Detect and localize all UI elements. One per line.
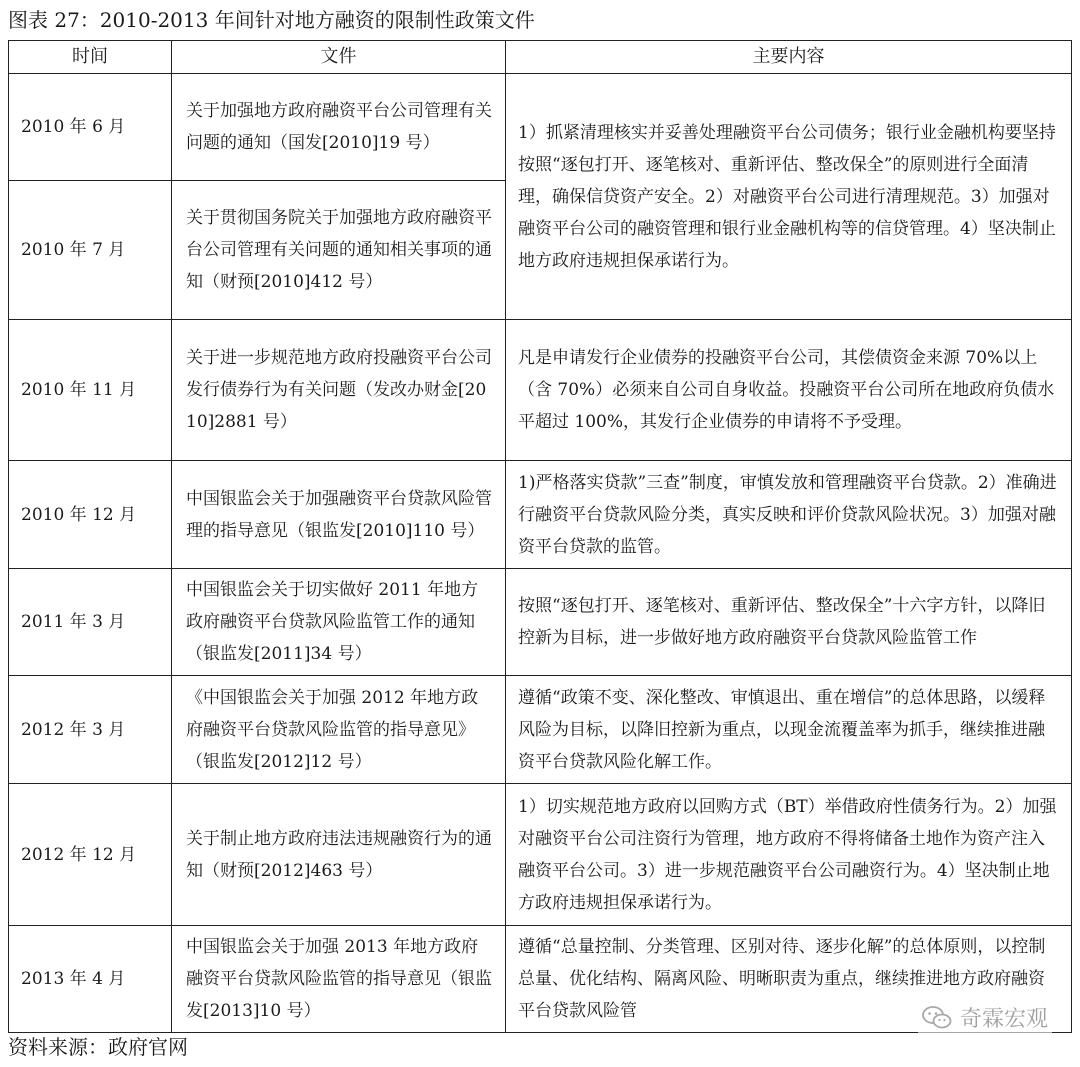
watermark <box>918 1002 1052 1033</box>
table-row <box>9 926 1072 1033</box>
table-header-row <box>9 41 1072 74</box>
row-content-merged: 1）抓紧清理核实并妥善处理融资平台公司债务；银行业金融机构要坚持按照“逐包打开、逐笔核对、重新评估、整改保全”的原则进行全面清理，确保信贷资产安全。2）对融资平台公司进行清理规范。3）加强对融资平台公司的融资管理和银行业金融机构等的信贷管理。4）坚决制止地方政府违规担保承诺行为。 <box>506 74 1072 320</box>
row-content: 遵循“总量控制、分类管理、区别对待、逐步化解”的总体原则，以控制总量、优化结构、隔离风险、明晰职责为重点，继续推进地方政府融资平台贷款风险管 <box>506 926 1072 1033</box>
row-document: 中国银监会关于加强 2013 年地方政府融资平台贷款风险监管的指导意见（银监发[2013]10 号） <box>172 926 506 1033</box>
figure-title: 图表 27：2010-2013 年间针对地方融资的限制性政策文件 <box>8 8 535 32</box>
row-time: 2011 年 3 月 <box>9 569 172 676</box>
row-time: 2010 年 12 月 <box>9 461 172 569</box>
row-document: 关于进一步规范地方政府投融资平台公司发行债券行为有关问题（发改办财金[2010]2881 号） <box>172 320 506 461</box>
column-header-content: 主要内容 <box>506 41 1072 74</box>
row-time: 2012 年 3 月 <box>9 676 172 784</box>
wechat-icon <box>922 1005 952 1031</box>
row-document: 关于制止地方政府违法违规融资行为的通知（财预[2012]463 号） <box>172 784 506 926</box>
column-header-time: 时间 <box>9 41 172 74</box>
row-document: 中国银监会关于切实做好 2011 年地方政府融资平台贷款风险监管工作的通知（银监发[2011]34 号） <box>172 569 506 676</box>
row-document: 中国银监会关于加强融资平台贷款风险管理的指导意见（银监发[2010]110 号） <box>172 461 506 569</box>
source-note: 资料来源：政府官网 <box>8 1035 188 1059</box>
row-content: 1）切实规范地方政府以回购方式（BT）举借政府性债务行为。2）加强对融资平台公司注资行为管理，地方政府不得将储备土地作为资产注入融资平台公司。3）进一步规范融资平台公司融资行为。4）坚决制止地方政府违规担保承诺行为。 <box>506 784 1072 926</box>
table-row <box>9 676 1072 784</box>
row-time: 2013 年 4 月 <box>9 926 172 1033</box>
row-time: 2010 年 7 月 <box>9 181 172 320</box>
watermark-text: 奇霖宏观 <box>959 1007 1048 1032</box>
row-time: 2012 年 12 月 <box>9 784 172 926</box>
policy-table <box>8 40 1072 1033</box>
row-content: 遵循“政策不变、深化整改、审慎退出、重在增信”的总体思路，以缓释风险为目标，以降旧控新为重点，以现金流覆盖率为抓手，继续推进融资平台贷款风险化解工作。 <box>506 676 1072 784</box>
table-row <box>9 569 1072 676</box>
row-content: 按照“逐包打开、逐笔核对、重新评估、整改保全”十六字方针，以降旧控新为目标，进一步做好地方政府融资平台贷款风险监管工作 <box>506 569 1072 676</box>
table-row <box>9 74 1072 181</box>
row-time: 2010 年 11 月 <box>9 320 172 461</box>
row-document: 关于贯彻国务院关于加强地方政府融资平台公司管理有关问题的通知相关事项的通知（财预[2010]412 号） <box>172 181 506 320</box>
row-content: 凡是申请发行企业债券的投融资平台公司，其偿债资金来源 70%以上（含 70%）必须来自公司自身收益。投融资平台公司所在地政府负债水平超过 100%，其发行企业债券的申请将不予受理。 <box>506 320 1072 461</box>
table-row <box>9 320 1072 461</box>
row-time: 2010 年 6 月 <box>9 74 172 181</box>
column-header-document: 文件 <box>172 41 506 74</box>
table-row <box>9 461 1072 569</box>
table-row <box>9 784 1072 926</box>
row-document: 《中国银监会关于加强 2012 年地方政府融资平台贷款风险监管的指导意见》（银监发[2012]12 号） <box>172 676 506 784</box>
row-document: 关于加强地方政府融资平台公司管理有关问题的通知（国发[2010]19 号） <box>172 74 506 181</box>
row-content: 1)严格落实贷款”三查”制度，审慎发放和管理融资平台贷款。2）准确进行融资平台贷款风险分类，真实反映和评价贷款风险状况。3）加强对融资平台贷款的监管。 <box>506 461 1072 569</box>
